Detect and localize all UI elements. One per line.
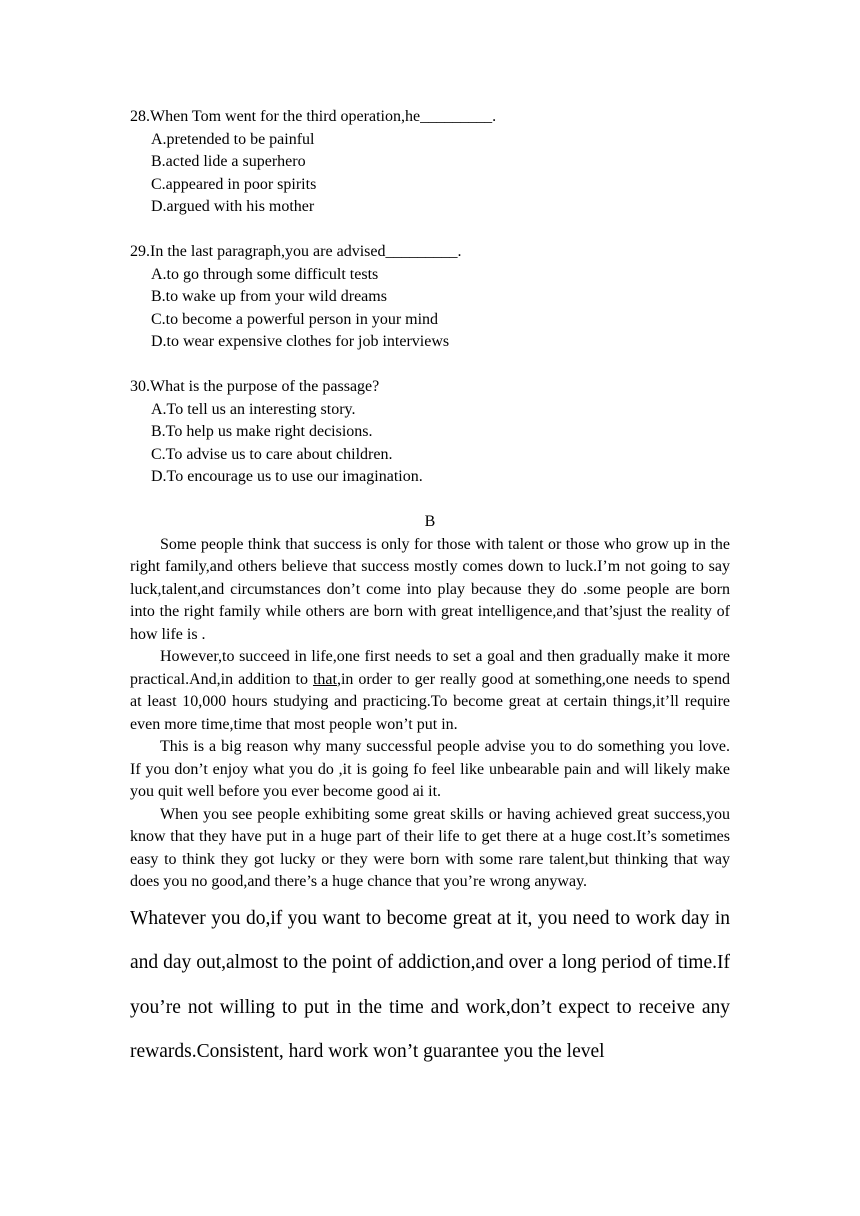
stem-end: . [492,108,497,125]
paragraph-text: ,in order to ger really good at something,one needs to spend at least 10,000 hours studying and practicing.To become great at certain things,it’ll require even more time,time that most people won’t put in. [130,670,731,733]
question-28 [130,106,730,219]
option-list [130,129,730,219]
answer-blank: _________ [385,242,458,260]
passage-paragraph-1: Some people think that success is only for those with talent or those who grow up in the right family,and others believe that success mostly comes down to luck.I’m not going to say luck,talent,and circumstances don’t come into play because they do .some people are born into the right family while others are born with great intelligence,and that’sjust the reality of how life is . [130,535,730,643]
passage-paragraph-4: When you see people exhibiting some great skills or having achieved great success,you know that they have put in a huge part of their life to get there at a huge cost.It’s sometimes easy to think they got lucky or they were born with some rare talent,but thinking that way does you no good,and there’s a huge chance that you’re wrong anyway. [130,805,730,890]
passage-paragraph-3: This is a big reason why many successful people advise you to do something you love. If you don’t enjoy what you do ,it is going fo feel like unbearable pain and will likely make you quit well before you ever become good ai it. [130,738,730,800]
document-page [130,106,730,1075]
option-a: A.To tell us an interesting story. [151,400,356,418]
option-d: D.argued with his mother [151,198,315,216]
stem-text: 28.When Tom went for the third operation,he [130,108,421,125]
option-c: C.to become a powerful person in your mind [151,310,439,328]
option-list [130,264,730,354]
option-list [130,399,730,489]
passage-paragraph-5: Whatever you do,if you want to become great at it, you need to work day in and day out,almost to the point of addiction,and over a long period of time.If you’re not willing to put in the time and work,don’t expect to receive any rewards.Consistent, hard work won’t guarantee you the level [130,907,730,1063]
question-29 [130,241,730,354]
option-b: B.to wake up from your wild dreams [151,288,387,306]
question-stem [130,241,730,264]
question-30 [130,376,730,489]
option-d: D.To encourage us to use our imagination. [151,468,423,486]
stem-end: . [457,242,462,260]
option-b: B.acted lide a superhero [151,153,306,171]
option-d: D.to wear expensive clothes for job interviews [151,333,450,351]
option-c: C.To advise us to care about children. [151,445,393,463]
section-title: B [424,512,436,530]
question-stem [130,106,730,129]
option-b: B.To help us make right decisions. [151,423,373,441]
question-stem: 30.What is the purpose of the passage? [130,377,380,395]
stem-text: 29.In the last paragraph,you are advised [130,242,386,260]
option-a: A.to go through some difficult tests [151,265,379,283]
paragraph-text: However,to succeed in life,one first needs to set a goal and then gradually make it more practical.And,in addition to [130,648,730,688]
option-a: A.pretended to be painful [151,130,315,148]
option-c: C.appeared in poor spirits [151,175,317,193]
answer-blank: _________ [420,108,493,125]
underlined-word: that [312,670,337,688]
passage-paragraph-2 [130,646,730,736]
